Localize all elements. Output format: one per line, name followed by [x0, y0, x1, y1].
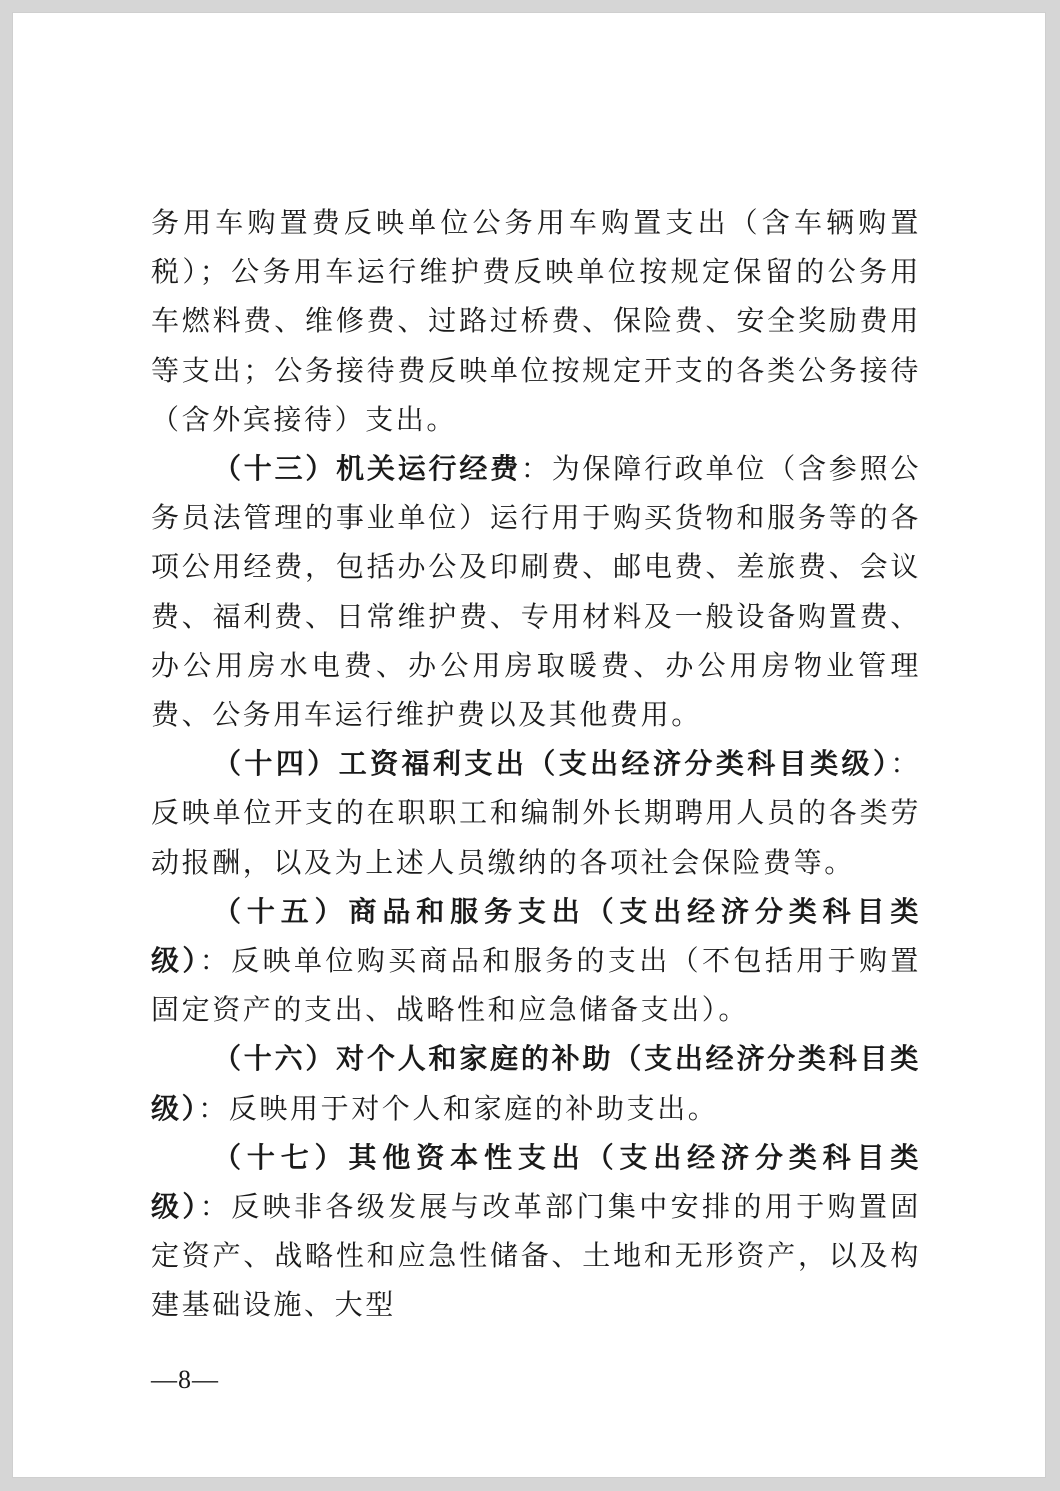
document-page [12, 12, 1046, 1478]
page-number: —8— [151, 1365, 219, 1394]
paragraph-text: 务用车购置费反映单位公务用车购置支出（含车辆购置税）；公务用车运行维护费反映单位按规定保留的公务用车燃料费、维修费、过路过桥费、保险费、安全奖励费用等支出；公务接待费反映单位按规定开支的各类公务接待（含外宾接待）支出。 [151, 206, 921, 436]
paragraph-text: ：为保障行政单位（含参照公务员法管理的事业单位）运行用于购买货物和服务等的各项公用经费，包括办公及印刷费、邮电费、差旅费、会议费、福利费、日常维护费、专用材料及一般设备购置费、办公用房水电费、办公用房取暖费、办公用房物业管理费、公务用车运行维护费以及其他费用。 [151, 452, 921, 732]
paragraph-17 [151, 1133, 921, 1330]
paragraph-heading: （十四）工资福利支出（支出经济分类科目类级） [213, 747, 891, 781]
paragraph-text: ：反映用于对个人和家庭的补助支出。 [198, 1091, 719, 1125]
paragraph-heading: （十六）对个人和家庭的补助（支出经济分类科目类级） [151, 1042, 921, 1125]
paragraph-text: ：反映单位购买商品和服务的支出（不包括用于购置固定资产的支出、战略性和应急储备支出）。 [151, 944, 922, 1027]
paragraph-heading: （十七）其他资本性支出（支出经济分类科目类级） [151, 1140, 921, 1224]
paragraph-14 [151, 739, 921, 887]
paragraph-13 [151, 444, 921, 739]
paragraph-text: ：反映单位开支的在职职工和编制外长期聘用人员的各类劳动报酬，以及为上述人员缴纳的各项社会保险费等。 [151, 747, 921, 879]
paragraph-heading: （十三）机关运行经费 [213, 452, 521, 486]
paragraph-15 [151, 887, 921, 1035]
paragraph-text: ：反映非各级发展与改革部门集中安排的用于购置固定资产、战略性和应急性储备、土地和无形资产，以及构建基础设施、大型 [151, 1190, 922, 1322]
paragraph-heading: （十五）商品和服务支出（支出经济分类科目类级） [151, 894, 921, 978]
paragraph-continued [151, 198, 921, 444]
paragraph-16 [151, 1034, 921, 1132]
body-text [151, 198, 921, 1330]
